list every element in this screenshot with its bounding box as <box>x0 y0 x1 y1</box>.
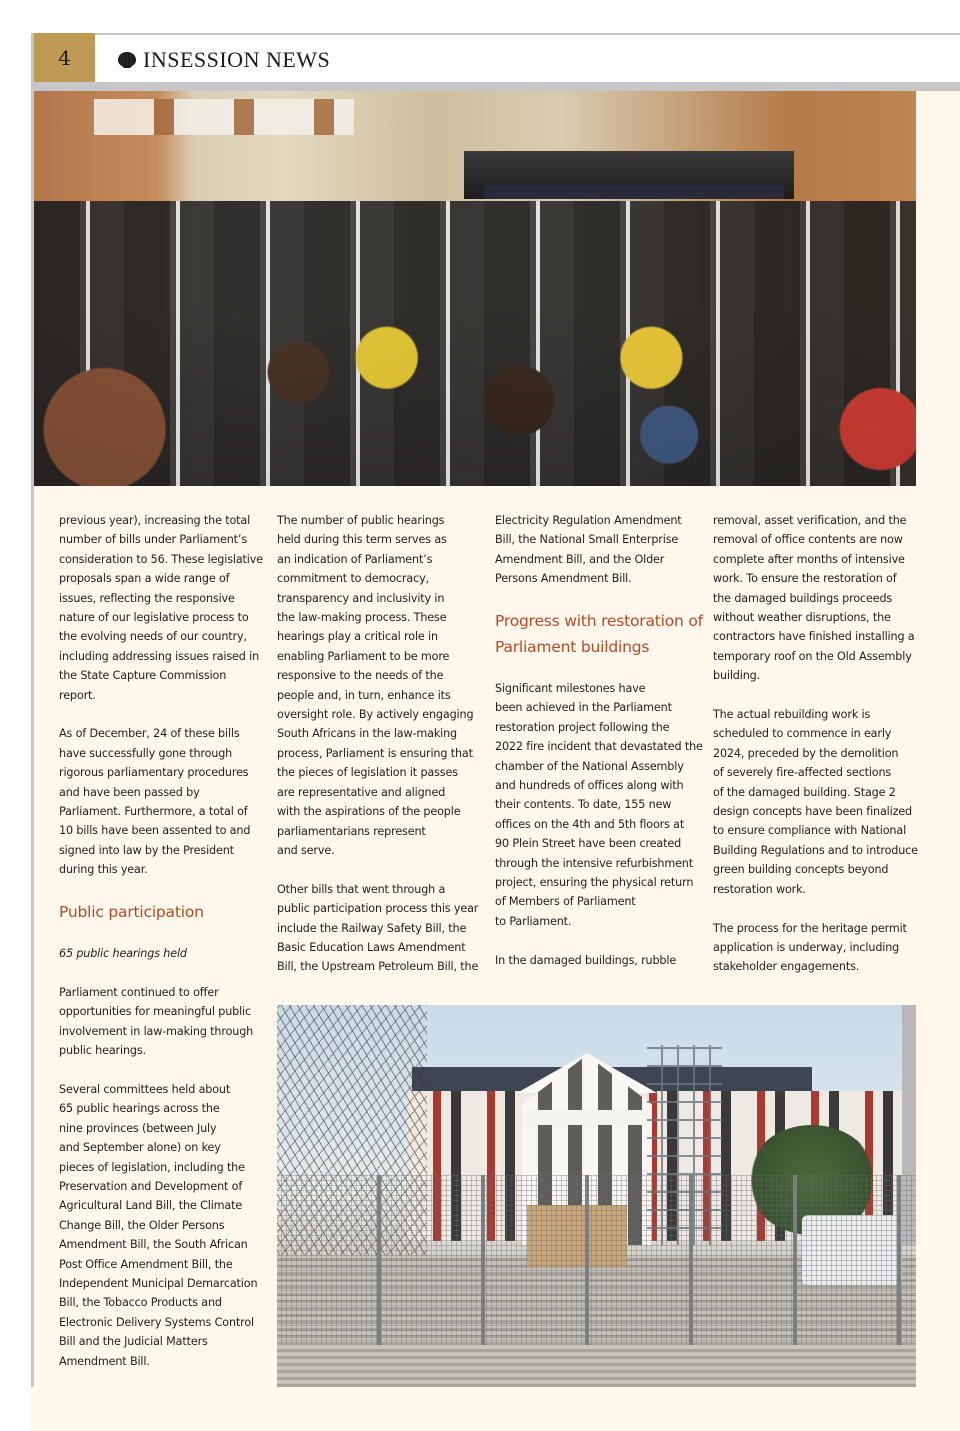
paragraph: previous year), increasing the total number of bills under Parliament’s consideration to 56. These legislative proposals span a wide range of issues, reflecting the responsive nature of our legislative process to the evolving needs of our country, including addressing issues raised in the State Capture Commission report. <box>59 514 263 702</box>
column-4 <box>713 511 923 996</box>
column-2 <box>277 511 482 996</box>
masthead <box>117 46 330 74</box>
hall-stage-table <box>484 185 784 199</box>
subheading: 65 public hearings held <box>59 947 187 961</box>
header-bottom-rule <box>31 82 960 91</box>
column-1 <box>59 511 264 1390</box>
hall-crowd <box>34 201 916 486</box>
paragraph: Electricity Regulation Amendment Bill, the National Small Enterprise Amendment Bill, and the Older Persons Amendment Bill. <box>495 514 682 586</box>
hall-windows <box>94 99 354 135</box>
paragraph: removal, asset verification, and the removal of office contents are now complete after months of intensive work. To ensure the restoration of the damaged buildings proceeds without weather disruptions, the contractors have finished installing a temporary roof on the Old Assembly building. <box>713 514 915 683</box>
section-heading-public-participation: Public participation <box>59 903 204 922</box>
column-3 <box>495 511 705 989</box>
page-number: 4 <box>34 33 95 82</box>
paragraph: As of December, 24 of these bills have successfully gone through rigorous parliamentary procedures and have been passed by Parliament. Furthermore, a total of 10 bills have been assented to and signed into law by the President during this year. <box>59 727 251 877</box>
paragraph: Parliament continued to offer opportunities for meaningful public involvement in law-making through public hearings. <box>59 985 254 1058</box>
section-heading-restoration: Progress with restoration of Parliament buildings <box>495 612 703 657</box>
shell-icon <box>117 51 137 69</box>
paragraph: In the damaged buildings, rubble <box>495 953 677 967</box>
security-fence <box>277 1175 916 1345</box>
paragraph: Significant milestones have been achieved in the Parliament restoration project following the 2022 fire incident that devastated the chamber of the National Assembly and hundreds of offices along with their contents. To date, 155 new offices on the 4th and 5th floors at 90 Plein Street have been created through the intensive refurbishment project, ensuring the physical return of Members of Parliament to Parliament. <box>495 682 703 928</box>
paragraph: Other bills that went through a public participation process this year include the Railway Safety Bill, the Basic Education Laws Amendment Bill, the Upstream Petroleum Bill, the <box>277 882 479 974</box>
paragraph: The actual rebuilding work is scheduled to commence in early 2024, preceded by the demolition of severely fire-affected sections of the damaged building. Stage 2 design concepts have been finalized to ensure compliance with National Building Regulations and to introduce green building concepts beyond restoration work. <box>713 708 918 896</box>
parliament-building-photo <box>277 1005 916 1387</box>
public-hearing-photo <box>34 91 916 486</box>
paragraph: The number of public hearings held during this term serves as an indication of Parliament’s commitment to democracy, transparency and inclusivity in the law-making process. These hearings play a critical role in enabling Parliament to be more responsive to the needs of the people and, in turn, enhance its oversight role. By actively engaging South Africans in the law-making process, Parliament is ensuring that the pieces of legislation it passes are representative and aligned with the aspirations of the people parliamentarians represent and serve. <box>277 514 474 857</box>
publication-title: INSESSION NEWS <box>143 47 331 72</box>
paragraph: Several committees held about 65 public hearings across the nine provinces (between July and September alone) on key pieces of legislation, including the Preservation and Development of Agricultural Land Bill, the Climate Change Bill, the Older Persons Amendment Bill, the South African Post Office Amendment Bill, the Independent Municipal Demarcation Bill, the Tobacco Products and Electronic Delivery Systems Control Bill and the Judicial Matters Amendment Bill. <box>59 1082 258 1368</box>
top-rule <box>31 33 960 35</box>
paragraph: The process for the heritage permit application is underway, including stakeholder engagements. <box>713 921 907 974</box>
